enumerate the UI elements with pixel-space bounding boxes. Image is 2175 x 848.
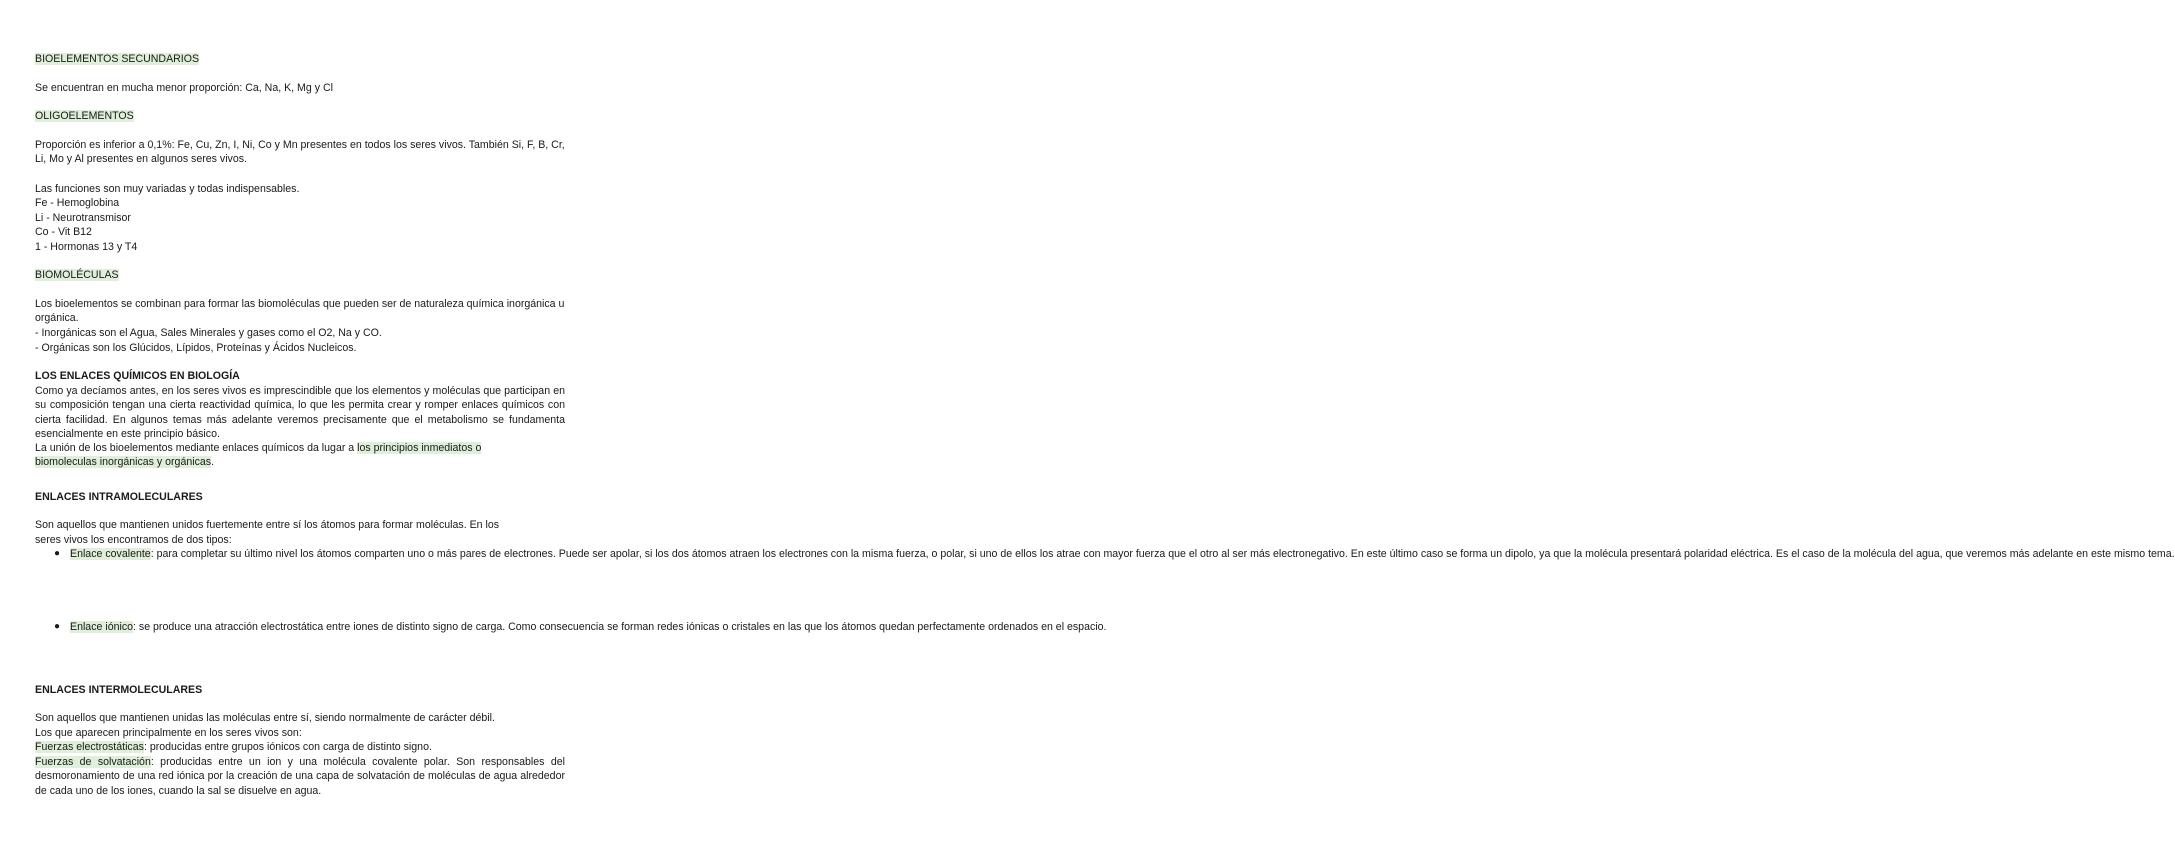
paragraph: Fuerzas electrostáticas: producidas entre grupos iónicos con carga de distinto signo. bbox=[35, 741, 432, 753]
heading-enlaces-intermoleculares: ENLACES INTERMOLECULARES bbox=[35, 684, 203, 696]
paragraph: Se encuentran en mucha menor proporción: Ca, Na, K, Mg y Cl bbox=[35, 82, 333, 94]
bullet-icon: ● bbox=[54, 548, 61, 559]
heading-bioelementos-secundarios: BIOELEMENTOS SECUNDARIOS bbox=[35, 53, 200, 65]
paragraph: Son aquellos que mantienen unidos fuertemente entre sí los átomos para formar moléculas. En los bbox=[35, 519, 500, 531]
heading-enlaces-quimicos: LOS ENLACES QUÍMICOS EN BIOLOGÍA bbox=[35, 370, 240, 382]
list-item: Li - Neurotransmisor bbox=[35, 212, 131, 224]
list-item: 1 - Hormonas 13 y T4 bbox=[35, 241, 138, 253]
list-item: Co - Vit B12 bbox=[35, 226, 92, 238]
paragraph: Las funciones son muy variadas y todas indispensables. bbox=[35, 183, 300, 195]
term-fuerzas-electrostaticas: Fuerzas electrostáticas bbox=[35, 741, 144, 753]
highlight: los principios inmediatos o bbox=[357, 442, 482, 454]
paragraph: Como ya decíamos antes, en los seres vivos es imprescindible que los elementos y moléculas que participan en su composición tengan una cierta reactividad química, lo que les permita crear y romper enlaces químicos con cierta facilidad. En algunos temas más adelante veremos precisamente que el metabolismo se fundamenta esencialmente en este principio básico. bbox=[35, 385, 565, 441]
term-fuerzas-solvatacion: Fuerzas de solvatación bbox=[35, 756, 151, 768]
list-item: Enlace covalente: para completar su último nivel los átomos comparten uno o más pares de electrones. Puede ser apolar, si los dos átomos atraen los electrones con la misma fuerza, o polar, si uno de ellos los atrae con mayor fuerza que el otro al ser más electronegativo. En este último caso se forma un dipolo, ya que la molécula presentará polaridad eléctrica. Es el caso de la molécula del agua, que veremos más adelante en este mismo tema. bbox=[70, 548, 2175, 560]
paragraph: Los que aparecen principalmente en los seres vivos son: bbox=[35, 727, 302, 739]
paragraph: La unión de los bioelementos mediante enlaces químicos da lugar a los principios inmediatos o biomoleculas inorgánicas y orgánicas. bbox=[35, 442, 482, 469]
paragraph: seres vivos los encontramos de dos tipos: bbox=[35, 534, 232, 546]
paragraph: Proporción es inferior a 0,1%: Fe, Cu, Zn, I, Ni, Co y Mn presentes en todos los seres vivos. También Si, F, B, Cr, Li, Mo y Al presentes en algunos seres vivos. bbox=[35, 139, 565, 166]
term-enlace-covalente: Enlace covalente bbox=[70, 548, 151, 560]
heading-biomoleculas: BIOMOLÉCULAS bbox=[35, 269, 119, 281]
paragraph: Fuerzas de solvatación: producidas entre un ion y una molécula covalente polar. Son responsables del desmoronamiento de una red iónica por la creación de una capa de solvatación de moléculas de agua alrededor de cada uno de los iones, cuando la sal se disuelve en agua. bbox=[35, 756, 565, 797]
paragraph: Son aquellos que mantienen unidas las moléculas entre sí, siendo normalmente de carácter débil. bbox=[35, 712, 495, 724]
list-item: - Inorgánicas son el Agua, Sales Minerales y gases como el O2, Na y CO. bbox=[35, 327, 382, 339]
bullet-icon: ● bbox=[54, 621, 61, 632]
list-item: Fe - Hemoglobina bbox=[35, 197, 120, 209]
list-item: Enlace iónico: se produce una atracción electrostática entre iones de distinto signo de carga. Como consecuencia se forman redes iónicas o cristales en las que los átomos quedan perfectamente ordenados en el espacio. bbox=[70, 621, 1107, 633]
heading-oligoelementos: OLIGOELEMENTOS bbox=[35, 110, 134, 122]
heading-enlaces-intramoleculares: ENLACES INTRAMOLECULARES bbox=[35, 491, 203, 503]
highlight: biomoleculas inorgánicas y orgánicas bbox=[35, 456, 212, 469]
list-item: - Orgánicas son los Glúcidos, Lípidos, Proteínas y Ácidos Nucleicos. bbox=[35, 342, 357, 354]
paragraph: Los bioelementos se combinan para formar las biomoléculas que pueden ser de naturaleza química inorgánica u orgánica. bbox=[35, 298, 565, 325]
term-enlace-ionico: Enlace iónico bbox=[70, 621, 134, 633]
